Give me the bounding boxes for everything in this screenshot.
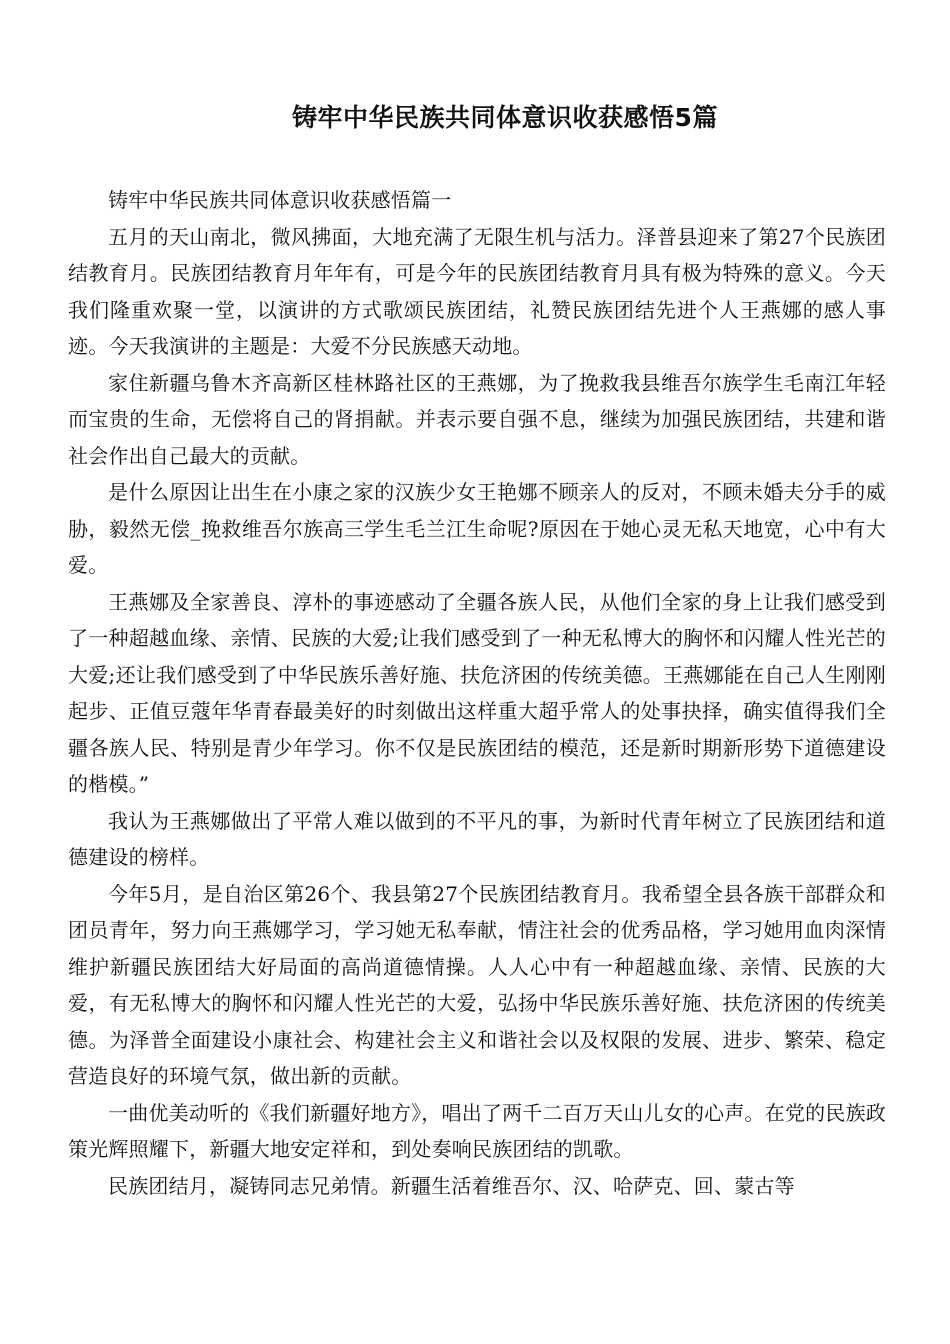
- paragraph: 一曲优美动听的《我们新疆好地方》，唱出了两千二百万天山儿女的心声。在党的民族政策光辉照耀下，新疆大地安定祥和，到处奏响民族团结的凯歌。: [68, 1100, 886, 1161]
- paragraph: 民族团结月，凝铸同志兄弟情。新疆生活着维吾尔、汉、哈萨克、回、蒙古等: [108, 1173, 795, 1198]
- paragraph: 家住新疆乌鲁木齐高新区桂林路社区的王燕娜，为了挽救我县维吾尔族学生毛南江年轻而宝贵的生命，无偿将自己的肾捐献。并表示要自强不息，继续为加强民族团结，共建和谐社会作出自己最大的贡献。: [68, 370, 886, 468]
- paragraph: 五月的天山南北，微风拂面，大地充满了无限生机与活力。泽普县迎来了第27个民族团结教育月。民族团结教育月年年有，可是今年的民族团结教育月具有极为特殊的意义。今天我们隆重欢聚一堂，以演讲的方式歌颂民族团结，礼赞民族团结先进个人王燕娜的感人事迹。今天我演讲的主题是：大爱不分民族感天动地。: [68, 224, 886, 358]
- paragraph: 我认为王燕娜做出了平常人难以做到的不平凡的事，为新时代青年树立了民族团结和道德建设的榜样。: [68, 808, 886, 869]
- document-title: 铸牢中华民族共同体意识收获感悟5篇: [292, 103, 718, 132]
- paragraph: 是什么原因让出生在小康之家的汉族少女王艳娜不顾亲人的反对，不顾未婚夫分手的威胁，毅然无偿_挽救维吾尔族高三学生毛兰江生命呢?原因在于她心灵无私天地宽，心中有大爱。: [68, 480, 886, 577]
- document-body: [68, 182, 886, 1204]
- paragraph: 今年5月，是自治区第26个、我县第27个民族团结教育月。我希望全县各族干部群众和团员青年，努力向王燕娜学习，学习她无私奉献，情注社会的优秀品格，学习她用血肉深情维护新疆民族团结大好局面的高尚道德情操。人人心中有一种超越血缘、亲情、民族的大爱，有无私博大的胸怀和闪耀人性光芒的大爱，弘扬中华民族乐善好施、扶危济困的传统美德。为泽普全面建设小康社会、构建社会主义和谐社会以及权限的发展、进步、繁荣、稳定营造良好的环境气氛，做出新的贡献。: [68, 881, 886, 1088]
- section-heading: 铸牢中华民族共同体意识收获感悟篇一: [108, 188, 452, 212]
- paragraph: 王燕娜及全家善良、淳朴的事迹感动了全疆各族人民，从他们全家的身上让我们感受到了一种超越血缘、亲情、民族的大爱;让我们感受到了一种无私博大的胸怀和闪耀人性光芒的大爱;还让我们感受到了中华民族乐善好施、扶危济困的传统美德。王燕娜能在自己人生刚刚起步、正值豆蔻年华青春最美好的时刻做出这样重大超乎常人的处事抉择，确实值得我们全疆各族人民、特别是青少年学习。你不仅是民族团结的模范，还是新时期新形势下道德建设的楷模。”: [68, 589, 886, 796]
